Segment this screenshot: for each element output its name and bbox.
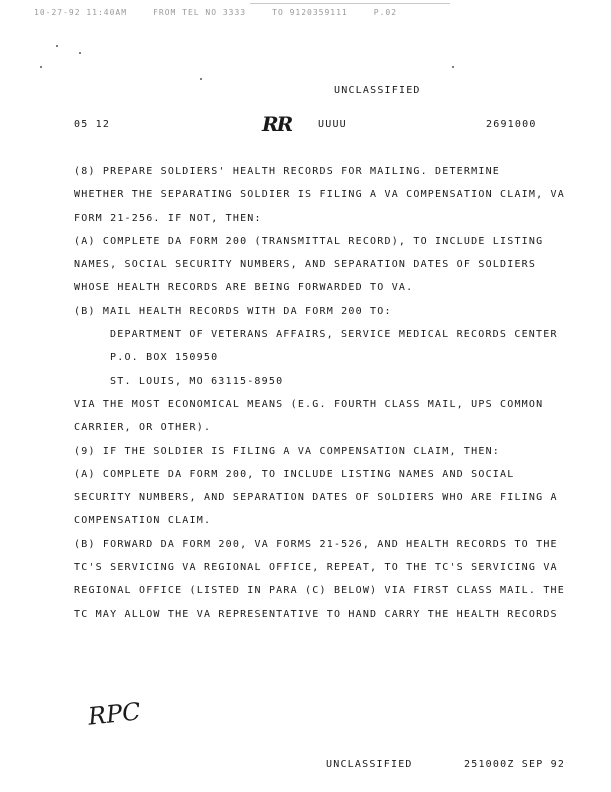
address-line: DEPARTMENT OF VETERANS AFFAIRS, SERVICE MEDICAL RECORDS CENTER — [110, 329, 558, 341]
address-line: ST. LOUIS, MO 63115-8950 — [110, 375, 284, 387]
body-line: TC'S SERVICING VA REGIONAL OFFICE, REPEAT, TO THE TC'S SERVICING VA — [74, 562, 558, 574]
address-line: P.O. BOX 150950 — [110, 352, 219, 364]
body-line: WHETHER THE SEPARATING SOLDIER IS FILING A VA COMPENSATION CLAIM, VA — [74, 189, 565, 201]
body-line: COMPENSATION CLAIM. — [74, 515, 212, 527]
message-number: 2691000 — [486, 119, 537, 130]
scan-speck — [452, 66, 454, 68]
classification-code: UUUU — [318, 119, 347, 130]
body-line: TC MAY ALLOW THE VA REPRESENTATIVE TO HAND CARRY THE HEALTH RECORDS — [74, 608, 558, 620]
body-line: WHOSE HEALTH RECORDS ARE BEING FORWARDED TO VA. — [74, 282, 414, 294]
body-line: (A) COMPLETE DA FORM 200 (TRANSMITTAL RECORD), TO INCLUDE LISTING — [74, 235, 544, 247]
routing-handwritten: RR — [262, 112, 292, 136]
date-time-group: 251000Z SEP 92 — [464, 759, 566, 770]
fax-header-from: FROM TEL NO 3333 — [153, 8, 247, 17]
fax-header-to: TO 9120359111 — [272, 8, 348, 17]
scan-speck — [40, 66, 42, 68]
body-line: VIA THE MOST ECONOMICAL MEANS (E.G. FOURTH CLASS MAIL, UPS COMMON — [74, 398, 544, 410]
scan-speck — [56, 45, 58, 47]
body-line: CARRIER, OR OTHER). — [74, 422, 212, 434]
body-line: NAMES, SOCIAL SECURITY NUMBERS, AND SEPARATION DATES OF SOLDIERS — [74, 259, 537, 271]
body-line: (8) PREPARE SOLDIERS' HEALTH RECORDS FOR MAILING. DETERMINE — [74, 166, 501, 177]
body-line: (B) FORWARD DA FORM 200, VA FORMS 21-526, AND HEALTH RECORDS TO THE — [74, 538, 558, 550]
body-line: (B) MAIL HEALTH RECORDS WITH DA FORM 200 TO: — [74, 305, 392, 317]
fax-header-rule — [250, 3, 450, 4]
page-numbers: 05 12 — [74, 119, 111, 130]
fax-transmission-header — [34, 8, 474, 17]
scan-speck — [79, 52, 81, 54]
scan-speck — [200, 78, 202, 80]
body-line: REGIONAL OFFICE (LISTED IN PARA (C) BELOW) VIA FIRST CLASS MAIL. THE — [74, 585, 565, 597]
fax-header-datetime: 10-27-92 11:40AM — [34, 8, 128, 17]
body-line: FORM 21-256. IF NOT, THEN: — [74, 212, 262, 224]
body-line: SECURITY NUMBERS, AND SEPARATION DATES OF SOLDIERS WHO ARE FILING A — [74, 492, 558, 504]
classification-top: UNCLASSIFIED — [334, 85, 421, 96]
body-line: (A) COMPLETE DA FORM 200, TO INCLUDE LISTING NAMES AND SOCIAL — [74, 468, 515, 480]
body-line: (9) IF THE SOLDIER IS FILING A VA COMPENSATION CLAIM, THEN: — [74, 445, 501, 457]
fax-header-page: P.02 — [373, 8, 398, 17]
handwritten-initials: RPC — [86, 697, 142, 731]
classification-bottom: UNCLASSIFIED — [326, 759, 413, 770]
message-body — [74, 160, 574, 626]
